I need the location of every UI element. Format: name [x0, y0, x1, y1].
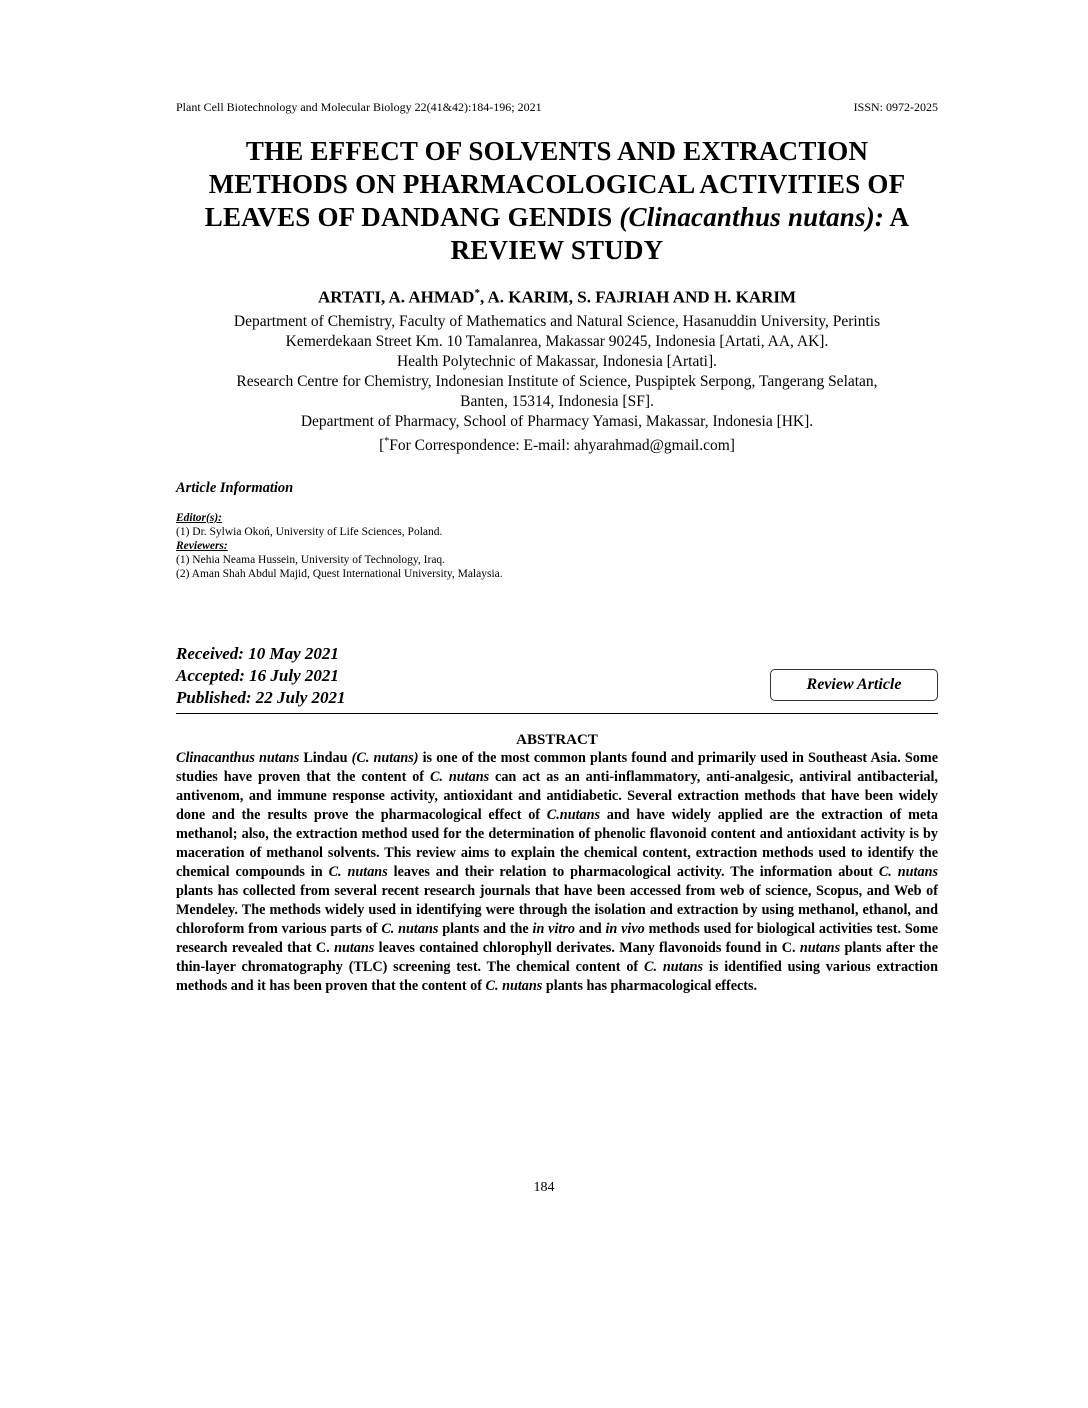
abstract-segment: plants has collected from several recent research journals that have been accessed from web of science, Scopus, and Web of Mendeley. The methods widely used in identifying were through the isolation and extraction by using methanol, ethanol, and chloroform from various parts of: [176, 882, 938, 937]
title-species: (Clinacanthus nutans):: [619, 202, 885, 232]
editors-label: Editor(s):: [176, 511, 222, 524]
affiliations: [176, 312, 938, 456]
abstract-segment: plants and the: [438, 920, 533, 937]
abstract-segment: in vivo: [605, 920, 645, 937]
abstract-segment: plants has pharmacological effects.: [542, 977, 758, 994]
editor-entry: (1) Dr. Sylwia Okoń, University of Life Sciences, Poland.: [176, 525, 443, 538]
paper-page: [176, 100, 938, 1010]
abstract-segment: C. nutans: [328, 863, 388, 880]
affiliation-line: Kemerdekaan Street Km. 10 Tamalanrea, Makassar 90245, Indonesia [Artati, AA, AK].: [285, 332, 829, 350]
page-number: 184: [533, 1180, 555, 1195]
abstract-segment: nutans: [334, 939, 375, 956]
abstract-segment: C.nutans: [546, 806, 601, 823]
affiliation-line: Department of Pharmacy, School of Pharmacy Yamasi, Makassar, Indonesia [HK].: [300, 412, 814, 430]
title-line-3: LEAVES OF DANDANG GENDIS: [204, 202, 620, 232]
abstract-segment: leaves and their relation to pharmacological activity. The information about: [387, 863, 879, 880]
affiliation-line: Research Centre for Chemistry, Indonesian Institute of Science, Puspiptek Serpong, Tangerang Selatan,: [236, 372, 878, 390]
affiliation-line: Banten, 15314, Indonesia [SF].: [460, 392, 654, 410]
abstract-segment: Clinacanthus nutans: [176, 749, 300, 766]
journal-citation: Plant Cell Biotechnology and Molecular Biology 22(41&42):184-196; 2021: [176, 100, 542, 114]
received-date: Received: 10 May 2021: [176, 643, 339, 663]
abstract-segment: methods used for biological activities test. Some research revealed that C.: [176, 920, 938, 956]
abstract-segment: leaves contained chlorophyll derivates. Many flavonoids found in C.: [374, 939, 800, 956]
abstract-segment: can act as an anti-inflammatory, anti-analgesic, antiviral antibacterial, antivenom, and immune response activity, antioxidant and antidiabetic. Several extraction methods that have been widely done and the results prove the pharmacological effect of: [176, 768, 938, 823]
accepted-date: Accepted: 16 July 2021: [176, 665, 339, 685]
abstract-segment: C. nutans: [485, 977, 543, 994]
abstract-segment: Lindau: [299, 749, 352, 766]
abstract-segment: C. nutans: [381, 920, 439, 937]
abstract-segment: C. nutans: [878, 863, 938, 880]
abstract-segment: is one of the most common plants found and primarily used in Southeast Asia. Some studies have proven that the content of: [176, 749, 939, 785]
dates-row: [176, 643, 938, 705]
abstract-segment: plants after the thin-layer chromatography (TLC) screening test. The chemical content of: [176, 939, 938, 975]
editors-reviewers: [176, 511, 938, 581]
abstract-segment: C. nutans: [429, 768, 490, 785]
abstract-segment: and have widely applied are the extraction of meta methanol; also, the extraction method used for the determination of phenolic flavonoid content and antioxidant activity is by maceration of methanol solvents. This review aims to explain the chemical content, extraction methods used to identify the chemical compounds in: [176, 806, 939, 880]
article-type-badge: Review Article: [770, 669, 938, 701]
correspondence-email: For Correspondence: E-mail: ahyarahmad@gmail.com]: [389, 436, 735, 454]
reviewer-entry: (2) Aman Shah Abdul Majid, Quest International University, Malaysia.: [176, 567, 503, 580]
abstract-segment: (C. nutans): [351, 749, 419, 766]
abstract-segment: in vitro: [532, 920, 575, 937]
abstract-segment: and: [574, 920, 606, 937]
corresponding-mark: *: [474, 287, 480, 299]
title-line-4: REVIEW STUDY: [450, 235, 664, 265]
affiliation-line: Health Polytechnic of Makassar, Indonesia [Artati].: [396, 352, 718, 370]
abstract-heading: ABSTRACT: [516, 731, 598, 748]
published-date: Published: 22 July 2021: [176, 687, 346, 707]
paper-title: [176, 135, 938, 267]
correspondence-bracket: [: [379, 436, 385, 454]
author-list: [176, 287, 938, 308]
issn: ISSN: 0972-2025: [853, 100, 938, 114]
abstract-segment: C. nutans: [644, 958, 704, 975]
abstract-segment: nutans: [799, 939, 841, 956]
title-line-1: THE EFFECT OF SOLVENTS AND EXTRACTION: [245, 136, 869, 166]
divider: [176, 713, 938, 714]
reviewer-entry: (1) Nehia Neama Hussein, University of Technology, Iraq.: [176, 553, 446, 566]
correspondence: [176, 432, 938, 456]
abstract-segment: is identified using various extraction methods and it has been proven that the content of: [176, 958, 938, 994]
author-names-2: , A. KARIM, S. FAJRIAH AND H. KARIM: [479, 287, 797, 307]
affiliation-line: Department of Chemistry, Faculty of Mathematics and Natural Science, Hasanuddin University, Perintis: [233, 312, 881, 330]
article-information-heading: Article Information: [176, 479, 294, 496]
author-names-1: ARTATI, A. AHMAD: [317, 287, 475, 307]
reviewers-label: Reviewers:: [176, 539, 228, 552]
title-line-2: METHODS ON PHARMACOLOGICAL ACTIVITIES OF: [208, 169, 906, 199]
correspondence-mark: *: [384, 435, 390, 447]
running-header: [176, 100, 938, 115]
abstract-text: [176, 749, 938, 996]
title-line-3-end: A: [884, 202, 910, 232]
